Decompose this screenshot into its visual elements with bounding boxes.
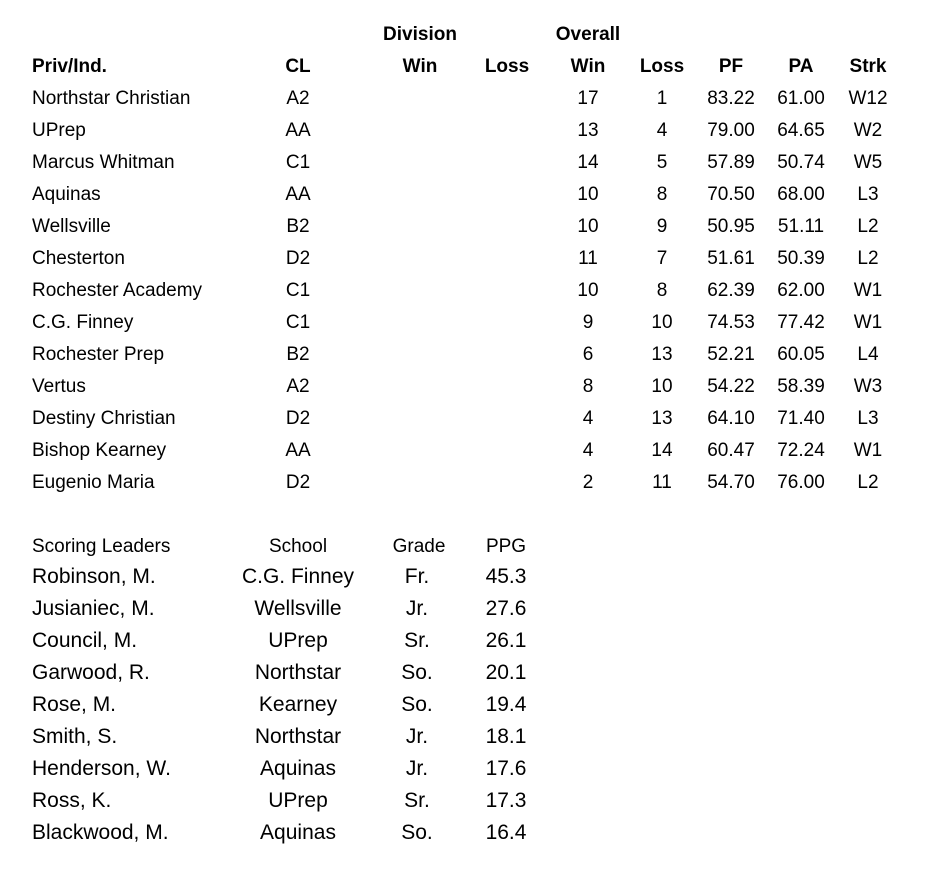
team-name: Rochester Prep bbox=[32, 344, 165, 365]
points-against: 72.24 bbox=[777, 440, 825, 461]
leader-school: Wellsville bbox=[254, 597, 342, 620]
team-name: UPrep bbox=[32, 120, 86, 141]
leader-school: Aquinas bbox=[260, 757, 336, 780]
overall-loss: 5 bbox=[656, 152, 668, 173]
points-against: 68.00 bbox=[777, 184, 825, 205]
leader-ppg: 16.4 bbox=[485, 821, 527, 844]
streak: W1 bbox=[853, 440, 883, 461]
col-header-loss: Loss bbox=[639, 56, 685, 77]
points-against: 77.42 bbox=[777, 312, 825, 333]
col-header-leader-school: School bbox=[268, 536, 328, 557]
team-name: Wellsville bbox=[32, 216, 111, 237]
overall-loss: 9 bbox=[656, 216, 668, 237]
streak: L3 bbox=[857, 184, 879, 205]
team-name: Marcus Whitman bbox=[32, 152, 175, 173]
overall-win: 14 bbox=[577, 152, 599, 173]
overall-win: 4 bbox=[582, 408, 594, 429]
overall-loss: 10 bbox=[651, 376, 673, 397]
leader-grade: Jr. bbox=[405, 597, 429, 620]
leader-school: Northstar bbox=[254, 725, 342, 748]
team-name: Chesterton bbox=[32, 248, 125, 269]
points-against: 64.65 bbox=[777, 120, 825, 141]
points-for: 54.70 bbox=[707, 472, 755, 493]
streak: W5 bbox=[853, 152, 883, 173]
leader-school: Kearney bbox=[258, 693, 338, 716]
leader-ppg: 18.1 bbox=[485, 725, 527, 748]
team-class: AA bbox=[285, 440, 311, 461]
points-for: 83.22 bbox=[707, 88, 755, 109]
team-class: C1 bbox=[285, 312, 311, 333]
leader-ppg: 17.3 bbox=[485, 789, 527, 812]
leader-name: Garwood, R. bbox=[32, 661, 150, 684]
overall-loss: 1 bbox=[656, 88, 668, 109]
team-class: AA bbox=[285, 184, 311, 205]
col-header-streak: Strk bbox=[849, 56, 887, 77]
points-against: 51.11 bbox=[777, 216, 825, 237]
team-name: Rochester Academy bbox=[32, 280, 203, 301]
points-for: 79.00 bbox=[707, 120, 755, 141]
leader-school: UPrep bbox=[268, 789, 328, 812]
leader-school: Northstar bbox=[254, 661, 342, 684]
points-against: 60.05 bbox=[777, 344, 825, 365]
col-header-class: CL bbox=[285, 56, 311, 77]
leader-grade: So. bbox=[401, 821, 433, 844]
overall-loss: 7 bbox=[656, 248, 668, 269]
col-header-div-win: Win bbox=[402, 56, 438, 77]
col-header-leader-grade: Grade bbox=[392, 536, 446, 557]
streak: W2 bbox=[853, 120, 883, 141]
points-against: 50.39 bbox=[777, 248, 825, 269]
overall-loss: 14 bbox=[651, 440, 673, 461]
leader-ppg: 27.6 bbox=[485, 597, 527, 620]
team-name: Destiny Christian bbox=[32, 408, 176, 429]
division-group-header: Division bbox=[383, 24, 457, 45]
leader-school: Aquinas bbox=[260, 821, 336, 844]
leader-ppg: 17.6 bbox=[485, 757, 527, 780]
leader-name: Blackwood, M. bbox=[32, 821, 169, 844]
overall-win: 13 bbox=[577, 120, 599, 141]
team-class: A2 bbox=[286, 88, 310, 109]
team-class: B2 bbox=[286, 216, 310, 237]
team-class: C1 bbox=[285, 152, 311, 173]
points-for: 52.21 bbox=[707, 344, 755, 365]
leader-grade: Sr. bbox=[404, 629, 430, 652]
points-against: 61.00 bbox=[777, 88, 825, 109]
overall-win: 10 bbox=[577, 216, 599, 237]
team-name: Vertus bbox=[32, 376, 86, 397]
overall-group-header: Overall bbox=[555, 24, 621, 45]
points-for: 54.22 bbox=[707, 376, 755, 397]
leader-grade: Jr. bbox=[405, 725, 429, 748]
leader-name: Henderson, W. bbox=[32, 757, 171, 780]
overall-loss: 8 bbox=[656, 280, 668, 301]
team-class: C1 bbox=[285, 280, 311, 301]
streak: L2 bbox=[857, 472, 879, 493]
streak: L3 bbox=[857, 408, 879, 429]
points-against: 58.39 bbox=[777, 376, 825, 397]
leader-name: Jusianiec, M. bbox=[32, 597, 155, 620]
points-against: 62.00 bbox=[777, 280, 825, 301]
streak: W12 bbox=[848, 88, 888, 109]
team-name: C.G. Finney bbox=[32, 312, 134, 333]
leader-ppg: 45.3 bbox=[485, 565, 527, 588]
team-name: Aquinas bbox=[32, 184, 101, 205]
points-against: 50.74 bbox=[777, 152, 825, 173]
col-header-pa: PA bbox=[788, 56, 814, 77]
team-name: Northstar Christian bbox=[32, 88, 191, 109]
overall-win: 8 bbox=[582, 376, 594, 397]
points-for: 50.95 bbox=[707, 216, 755, 237]
leader-grade: So. bbox=[401, 693, 433, 716]
overall-win: 10 bbox=[577, 184, 599, 205]
col-header-team: Priv/Ind. bbox=[32, 56, 107, 77]
overall-loss: 13 bbox=[651, 344, 673, 365]
leader-name: Council, M. bbox=[32, 629, 138, 652]
team-class: D2 bbox=[285, 408, 311, 429]
overall-loss: 11 bbox=[652, 472, 672, 493]
team-name: Eugenio Maria bbox=[32, 472, 155, 493]
leader-school: UPrep bbox=[268, 629, 328, 652]
leader-name: Rose, M. bbox=[32, 693, 117, 716]
leader-grade: Jr. bbox=[405, 757, 429, 780]
overall-win: 6 bbox=[582, 344, 594, 365]
overall-win: 2 bbox=[582, 472, 594, 493]
leader-grade: Sr. bbox=[404, 789, 430, 812]
team-class: B2 bbox=[286, 344, 310, 365]
overall-loss: 13 bbox=[651, 408, 673, 429]
points-for: 60.47 bbox=[707, 440, 755, 461]
streak: W1 bbox=[853, 280, 883, 301]
overall-win: 10 bbox=[577, 280, 599, 301]
leader-name: Smith, S. bbox=[32, 725, 118, 748]
streak: L4 bbox=[857, 344, 879, 365]
streak: L2 bbox=[857, 216, 879, 237]
leader-ppg: 20.1 bbox=[485, 661, 527, 684]
team-class: D2 bbox=[285, 472, 311, 493]
streak: W1 bbox=[853, 312, 883, 333]
col-header-win: Win bbox=[570, 56, 606, 77]
points-for: 74.53 bbox=[707, 312, 755, 333]
col-header-leader-name: Scoring Leaders bbox=[32, 536, 171, 557]
leader-grade: So. bbox=[401, 661, 433, 684]
leader-ppg: 26.1 bbox=[485, 629, 527, 652]
overall-loss: 10 bbox=[651, 312, 673, 333]
leader-ppg: 19.4 bbox=[485, 693, 527, 716]
overall-win: 4 bbox=[582, 440, 594, 461]
team-class: A2 bbox=[286, 376, 310, 397]
points-for: 70.50 bbox=[707, 184, 755, 205]
points-for: 62.39 bbox=[707, 280, 755, 301]
points-for: 57.89 bbox=[707, 152, 755, 173]
leader-name: Ross, K. bbox=[32, 789, 112, 812]
points-against: 76.00 bbox=[777, 472, 825, 493]
streak: L2 bbox=[857, 248, 879, 269]
points-for: 51.61 bbox=[707, 248, 755, 269]
leader-grade: Fr. bbox=[404, 565, 430, 588]
leader-school: C.G. Finney bbox=[241, 565, 355, 588]
team-class: D2 bbox=[285, 248, 311, 269]
col-header-div-loss: Loss bbox=[484, 56, 530, 77]
streak: W3 bbox=[853, 376, 883, 397]
overall-win: 9 bbox=[582, 312, 594, 333]
overall-win: 17 bbox=[577, 88, 599, 109]
overall-loss: 4 bbox=[656, 120, 668, 141]
col-header-leader-ppg: PPG bbox=[485, 536, 527, 557]
overall-win: 11 bbox=[578, 248, 598, 269]
points-for: 64.10 bbox=[707, 408, 755, 429]
team-name: Bishop Kearney bbox=[32, 440, 167, 461]
team-class: AA bbox=[285, 120, 311, 141]
col-header-pf: PF bbox=[718, 56, 744, 77]
points-against: 71.40 bbox=[777, 408, 825, 429]
leader-name: Robinson, M. bbox=[32, 565, 156, 588]
overall-loss: 8 bbox=[656, 184, 668, 205]
